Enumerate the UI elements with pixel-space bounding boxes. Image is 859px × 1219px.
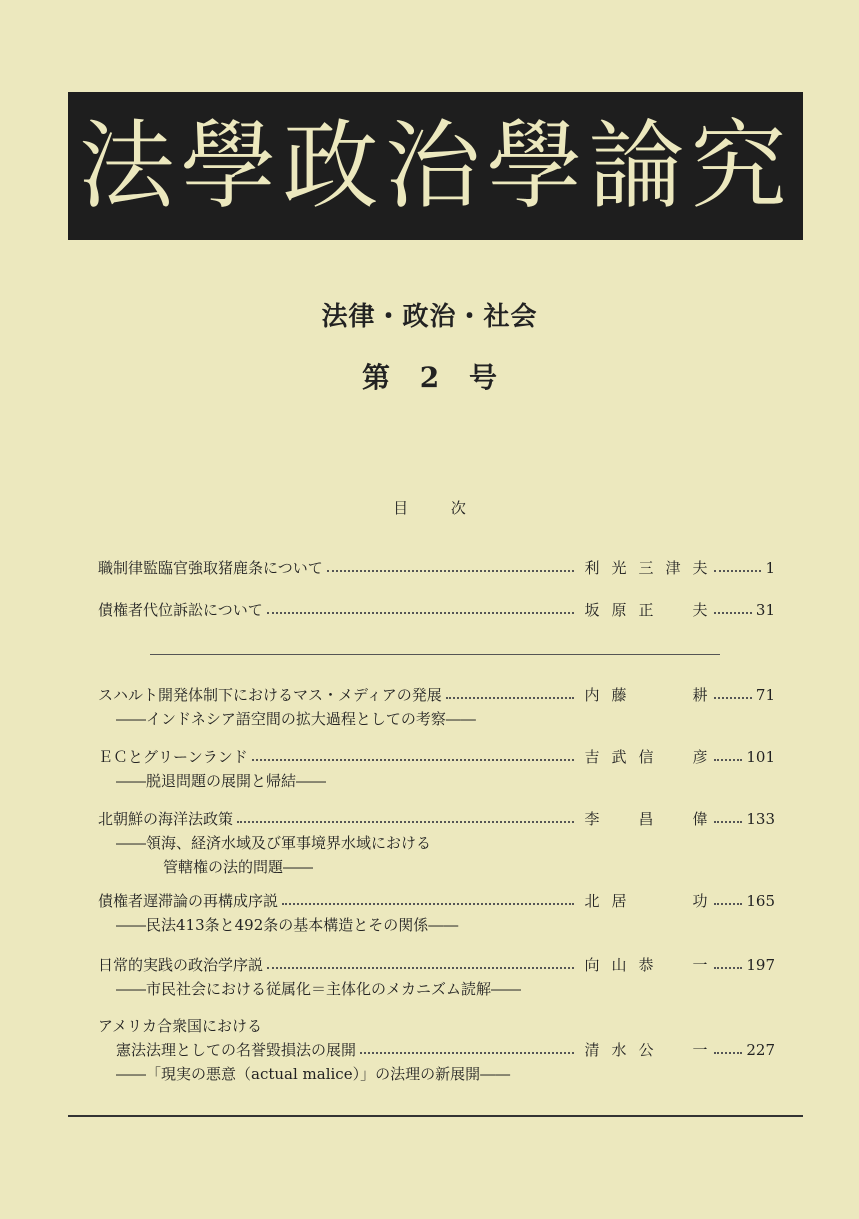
entry-title: スハルト開発体制下におけるマス・メディアの発展 xyxy=(98,686,442,704)
entry-title: 北朝鮮の海洋法政策 xyxy=(98,810,234,828)
page-number: 31 xyxy=(755,601,775,619)
toc-entry xyxy=(0,556,859,580)
entry-subtitle: ――民法413条と492条の基本構造とその関係―― xyxy=(116,916,459,934)
entry-author: 北 居 功 xyxy=(584,892,708,910)
toc-entry xyxy=(0,598,859,622)
leader-dots xyxy=(714,903,742,905)
entry-title: 職制律監臨官強取猪鹿条について xyxy=(98,559,323,577)
entry-author: 内 藤 耕 xyxy=(584,686,708,704)
leader-dots xyxy=(237,821,574,823)
page-number: 1 xyxy=(765,559,775,577)
leader-dots xyxy=(360,1052,574,1054)
journal-subtitle: 法律・政治・社会 xyxy=(321,302,538,332)
toc-entry xyxy=(0,953,859,1001)
entry-author: 吉 武 信 彦 xyxy=(584,748,708,766)
leader-dots xyxy=(714,821,742,823)
entry-subtitle: ――市民社会における従属化＝主体化のメカニズム読解―― xyxy=(116,980,522,998)
page-number: 227 xyxy=(746,1041,775,1059)
leader-dots xyxy=(267,612,574,614)
toc-entry xyxy=(0,807,859,879)
entry-title-prefix: アメリカ合衆国における xyxy=(98,1017,262,1035)
toc-entry xyxy=(0,683,859,731)
leader-dots xyxy=(446,697,574,699)
entry-subtitle: ――「現実の悪意（actual malice）」の法理の新展開―― xyxy=(116,1065,511,1083)
page-number: 133 xyxy=(746,810,775,828)
leader-dots xyxy=(327,570,574,572)
leader-dots xyxy=(714,612,752,614)
page-number: 165 xyxy=(746,892,775,910)
toc-entry xyxy=(0,889,859,937)
entry-title: ＥＣとグリーンランド xyxy=(98,748,248,766)
entry-author: 李 昌 偉 xyxy=(584,810,708,828)
entry-author: 向 山 恭 一 xyxy=(584,956,708,974)
journal-title-band xyxy=(68,92,803,240)
entry-title: 日常的実践の政治学序説 xyxy=(98,956,264,974)
toc-heading: 目 次 xyxy=(393,499,466,517)
leader-dots xyxy=(282,903,574,905)
leader-dots xyxy=(714,967,742,969)
issue-number: 第 2 号 xyxy=(362,361,497,394)
entry-author: 清 水 公 一 xyxy=(584,1041,708,1059)
leader-dots xyxy=(714,570,761,572)
entry-author: 坂 原 正 夫 xyxy=(584,601,708,619)
entry-subtitle: 管轄権の法的問題―― xyxy=(163,858,314,876)
entry-author: 利 光 三 津 夫 xyxy=(584,559,708,577)
entry-subtitle: ――インドネシア語空間の拡大過程としての考察―― xyxy=(116,710,476,728)
page-number: 197 xyxy=(746,956,775,974)
page-number: 101 xyxy=(746,748,775,766)
leader-dots xyxy=(714,1052,742,1054)
bottom-rule xyxy=(68,1115,803,1117)
leader-dots xyxy=(267,967,574,969)
leader-dots xyxy=(714,759,742,761)
entry-subtitle: ――領海、経済水域及び軍事境界水域における xyxy=(116,834,432,852)
section-divider xyxy=(150,654,720,655)
entry-title: 債権者遅滞論の再構成序説 xyxy=(98,892,279,910)
entry-title: 憲法法理としての名誉毀損法の展開 xyxy=(116,1041,357,1059)
leader-dots xyxy=(714,697,752,699)
journal-title: 法學政治學論究 xyxy=(78,110,793,222)
entry-subtitle: ――脱退問題の展開と帰結―― xyxy=(116,772,327,790)
entry-title: 債権者代位訴訟について xyxy=(98,601,263,619)
toc-entry xyxy=(0,1014,859,1086)
page-number: 71 xyxy=(755,686,775,704)
leader-dots xyxy=(252,759,574,761)
toc-entry xyxy=(0,745,859,793)
